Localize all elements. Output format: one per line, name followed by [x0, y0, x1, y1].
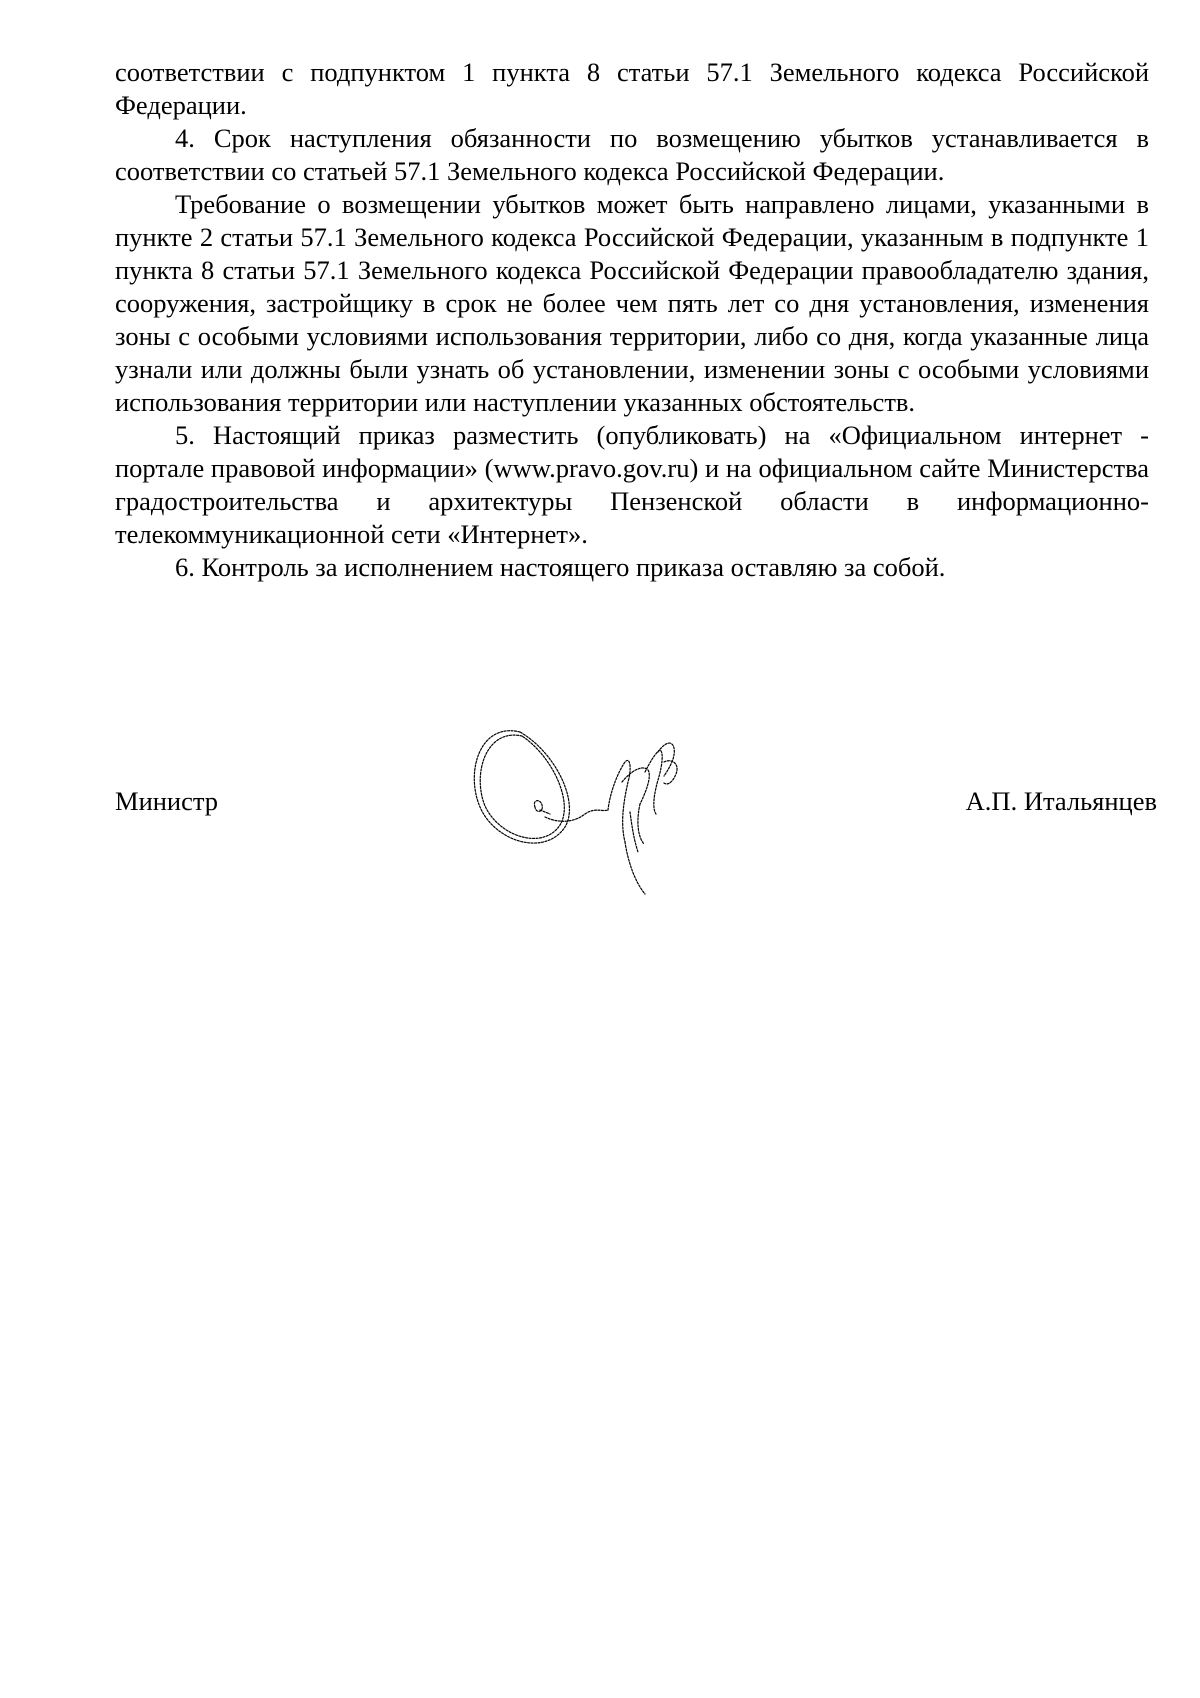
- paragraph-item-5: 5. Настоящий приказ разместить (опубликовать) на «Официальном интернет - портале правовой информации» (www.pravo.gov.ru) и на официальном сайте Министерства градостроительства и архитектуры Пензенской области в информационно-телекоммуникационной сети «Интернет».: [115, 420, 1149, 549]
- paragraph-item-6: 6. Контроль за исполнением настоящего приказа оставляю за собой.: [175, 552, 946, 582]
- paragraph-continuation: соответствии с подпунктом 1 пункта 8 статьи 57.1 Земельного кодекса Российской Федерации.: [115, 57, 1149, 120]
- signature-row: [115, 785, 1157, 825]
- signatory-name: А.П. Итальянцев: [965, 786, 1157, 816]
- paragraph-damages-claim: Требование о возмещении убытков может быть направлено лицами, указанными в пункте 2 статьи 57.1 Земельного кодекса Российской Федерации, указанным в подпункте 1 пункта 8 статьи 57.1 Земельного кодекса Российской Федерации правообладателю здания, сооружения, застройщику в срок не более чем пять лет со дня установления, изменения зоны с особыми условиями использования территории, либо со дня, когда указанные лица узнали или должны были узнать об установлении, изменении зоны с особыми условиями использования территории или наступлении указанных обстоятельств.: [115, 189, 1149, 417]
- signatory-title: Министр: [115, 786, 219, 816]
- paragraph-item-4: 4. Срок наступления обязанности по возмещению убытков устанавливается в соответствии со статьей 57.1 Земельного кодекса Российской Федерации.: [115, 123, 1149, 186]
- document-body: [115, 56, 1149, 584]
